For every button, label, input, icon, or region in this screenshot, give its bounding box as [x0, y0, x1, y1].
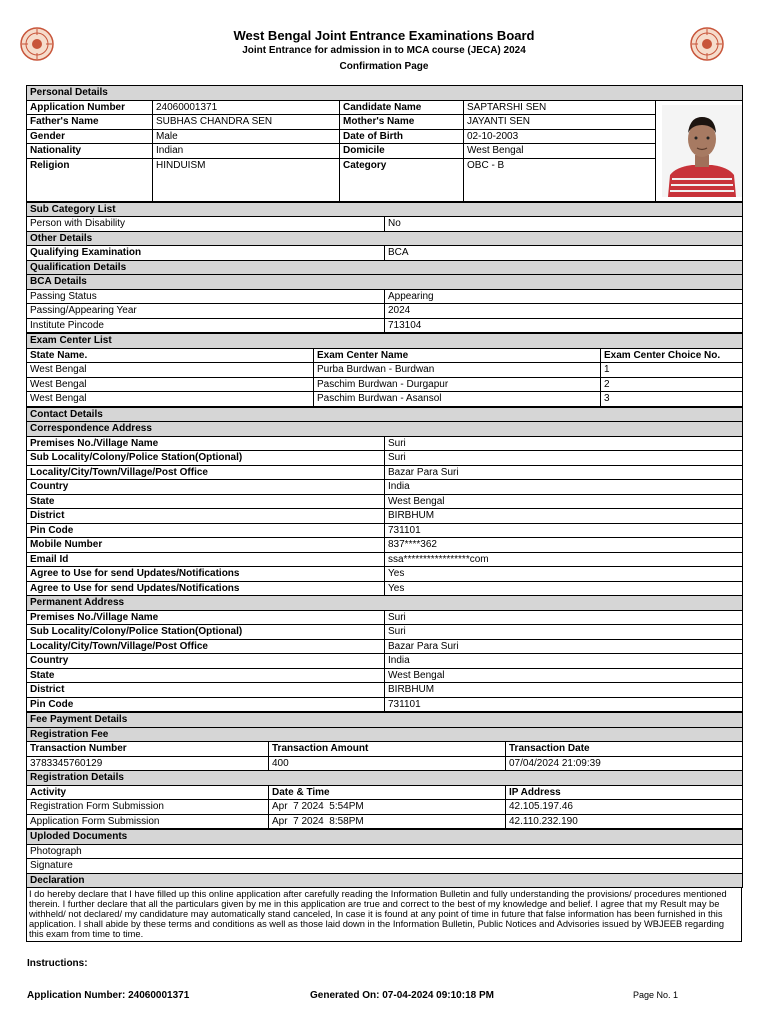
header-activity: Activity — [27, 785, 269, 800]
value-religion: HINDUISM — [153, 158, 340, 201]
label-country: Country — [27, 480, 385, 495]
label-candidate-name: Candidate Name — [340, 100, 464, 115]
value-locality: Bazar Para Suri — [385, 465, 743, 480]
label-state: State — [27, 494, 385, 509]
contact-table — [26, 407, 743, 713]
label-qualifying-exam: Qualifying Examination — [27, 246, 385, 261]
label-passing-status: Passing Status — [27, 289, 385, 304]
value-perm-locality: Bazar Para Suri — [385, 639, 743, 654]
activity-ip: 42.110.232.190 — [506, 814, 743, 829]
exam-state: West Bengal — [27, 392, 314, 407]
label-perm-district: District — [27, 683, 385, 698]
value-passing-year: 2024 — [385, 304, 743, 319]
header-transaction-amount: Transaction Amount — [269, 742, 506, 757]
instructions-label: Instructions: — [27, 958, 88, 969]
value-transaction-date: 07/04/2024 21:09:39 — [506, 756, 743, 771]
personal-details-table — [26, 85, 743, 202]
footer-page-number: Page No. 1 — [633, 990, 679, 1000]
header-date-time: Date & Time — [269, 785, 506, 800]
activity: Registration Form Submission — [27, 800, 269, 815]
value-date-of-birth: 02-10-2003 — [464, 129, 656, 144]
table-row — [27, 377, 743, 392]
page-header — [0, 0, 768, 80]
value-perm-premises: Suri — [385, 610, 743, 625]
label-nationality: Nationality — [27, 144, 153, 159]
header-choice-no: Exam Center Choice No. — [601, 348, 743, 363]
label-sub-locality: Sub Locality/Colony/Police Station(Optional) — [27, 451, 385, 466]
header-state-name: State Name. — [27, 348, 314, 363]
value-mobile: 837****362 — [385, 538, 743, 553]
details-table — [26, 202, 743, 334]
label-institute-pincode: Institute Pincode — [27, 318, 385, 333]
label-agree-notifications: Agree to Use for send Updates/Notifications — [27, 581, 385, 596]
document-photograph: Photograph — [27, 844, 743, 859]
section-correspondence-address: Correspondence Address — [27, 422, 743, 437]
activity-ip: 42.105.197.46 — [506, 800, 743, 815]
board-logo-right — [690, 27, 724, 61]
value-email: ssa*****************com — [385, 552, 743, 567]
value-mothers-name: JAYANTI SEN — [464, 115, 656, 130]
value-transaction-number: 3783345760129 — [27, 756, 269, 771]
label-perm-locality: Locality/City/Town/Village/Post Office — [27, 639, 385, 654]
header-transaction-date: Transaction Date — [506, 742, 743, 757]
exam-center: Paschim Burdwan - Durgapur — [314, 377, 601, 392]
value-passing-status: Appearing — [385, 289, 743, 304]
label-mothers-name: Mother's Name — [340, 115, 464, 130]
value-perm-pin-code: 731101 — [385, 697, 743, 712]
section-bca-details: BCA Details — [27, 275, 743, 290]
exam-center: Paschim Burdwan - Asansol — [314, 392, 601, 407]
exam-choice: 3 — [601, 392, 743, 407]
value-district: BIRBHUM — [385, 509, 743, 524]
fee-registration-table — [26, 712, 743, 829]
section-qualification: Qualification Details — [27, 260, 743, 275]
value-premises: Suri — [385, 436, 743, 451]
section-contact: Contact Details — [27, 407, 743, 422]
value-domicile: West Bengal — [464, 144, 656, 159]
section-registration-fee: Registration Fee — [27, 727, 743, 742]
value-category: OBC - B — [464, 158, 656, 201]
value-agree-notifications: Yes — [385, 581, 743, 596]
value-institute-pincode: 713104 — [385, 318, 743, 333]
table-row — [27, 363, 743, 378]
exam-center: Purba Burdwan - Burdwan — [314, 363, 601, 378]
activity-datetime: Apr 7 2024 5:54PM — [269, 800, 506, 815]
declaration-text: I do hereby declare that I have filled up this online application after carefully reading the Information Bulletin and fully understanding the provisions/ procedures mentioned therein. I further declare that all the particulars given by me in this application are true and correct to the best of my knowledge and belief. I agree that my Result may be withheld/ not declared/ my candidature may automatically stand canceled, In case it is found at any point of time in future that false information has been furnished in this application. I shall abide by these terms and conditions as well as those laid down in the Information Bulletin, Public Notices and Advisories issued by WBJEEB regarding this exam from time to time. — [26, 888, 742, 942]
section-permanent-address: Permanent Address — [27, 596, 743, 611]
confirmation-form — [26, 85, 742, 942]
document-signature: Signature — [27, 859, 743, 874]
section-registration-details: Registration Details — [27, 771, 743, 786]
value-agree-updates: Yes — [385, 567, 743, 582]
value-perm-country: India — [385, 654, 743, 669]
value-perm-state: West Bengal — [385, 668, 743, 683]
label-perm-country: Country — [27, 654, 385, 669]
section-personal-details: Personal Details — [27, 86, 743, 101]
label-passing-year: Passing/Appearing Year — [27, 304, 385, 319]
table-row — [27, 392, 743, 407]
table-row — [27, 814, 743, 829]
label-category: Category — [340, 158, 464, 201]
exam-subtitle: Joint Entrance for admission in to MCA course (JECA) 2024 — [242, 45, 526, 56]
value-transaction-amount: 400 — [269, 756, 506, 771]
label-domicile: Domicile — [340, 144, 464, 159]
activity-datetime: Apr 7 2024 8:58PM — [269, 814, 506, 829]
label-perm-sub-locality: Sub Locality/Colony/Police Station(Optional) — [27, 625, 385, 640]
label-perm-state: State — [27, 668, 385, 683]
value-candidate-name: SAPTARSHI SEN — [464, 100, 656, 115]
label-locality: Locality/City/Town/Village/Post Office — [27, 465, 385, 480]
section-declaration: Declaration — [27, 873, 743, 888]
label-religion: Religion — [27, 158, 153, 201]
documents-table — [26, 829, 743, 888]
value-nationality: Indian — [153, 144, 340, 159]
photo-cell — [656, 100, 743, 201]
label-application-number: Application Number — [27, 100, 153, 115]
label-perm-premises: Premises No./Village Name — [27, 610, 385, 625]
table-row — [27, 756, 743, 771]
exam-center-table — [26, 333, 743, 407]
value-country: India — [385, 480, 743, 495]
value-gender: Male — [153, 129, 340, 144]
label-district: District — [27, 509, 385, 524]
exam-choice: 2 — [601, 377, 743, 392]
label-pwd: Person with Disability — [27, 217, 385, 232]
value-qualifying-exam: BCA — [385, 246, 743, 261]
value-application-number: 24060001371 — [153, 100, 340, 115]
label-perm-pin-code: Pin Code — [27, 697, 385, 712]
table-row — [27, 800, 743, 815]
section-uploaded-documents: Uploded Documents — [27, 830, 743, 845]
label-gender: Gender — [27, 129, 153, 144]
section-sub-category: Sub Category List — [27, 202, 743, 217]
label-fathers-name: Father's Name — [27, 115, 153, 130]
value-fathers-name: SUBHAS CHANDRA SEN — [153, 115, 340, 130]
value-pin-code: 731101 — [385, 523, 743, 538]
value-state: West Bengal — [385, 494, 743, 509]
label-agree-updates: Agree to Use for send Updates/Notifications — [27, 567, 385, 582]
value-perm-sub-locality: Suri — [385, 625, 743, 640]
exam-choice: 1 — [601, 363, 743, 378]
section-other-details: Other Details — [27, 231, 743, 246]
header-exam-center-name: Exam Center Name — [314, 348, 601, 363]
label-mobile: Mobile Number — [27, 538, 385, 553]
exam-state: West Bengal — [27, 363, 314, 378]
section-exam-center: Exam Center List — [27, 334, 743, 349]
value-perm-district: BIRBHUM — [385, 683, 743, 698]
page-type: Confirmation Page — [339, 61, 429, 72]
label-email: Email Id — [27, 552, 385, 567]
footer-application-number: Application Number: 24060001371 — [27, 990, 190, 1001]
header-ip-address: IP Address — [506, 785, 743, 800]
label-premises: Premises No./Village Name — [27, 436, 385, 451]
exam-state: West Bengal — [27, 377, 314, 392]
label-date-of-birth: Date of Birth — [340, 129, 464, 144]
label-pin-code: Pin Code — [27, 523, 385, 538]
candidate-photo — [662, 105, 742, 197]
activity: Application Form Submission — [27, 814, 269, 829]
value-sub-locality: Suri — [385, 451, 743, 466]
section-fee-payment: Fee Payment Details — [27, 713, 743, 728]
board-title: West Bengal Joint Entrance Examinations Board — [233, 28, 535, 43]
value-pwd: No — [385, 217, 743, 232]
footer-generated-on: Generated On: 07-04-2024 09:10:18 PM — [310, 990, 494, 1001]
header-transaction-number: Transaction Number — [27, 742, 269, 757]
